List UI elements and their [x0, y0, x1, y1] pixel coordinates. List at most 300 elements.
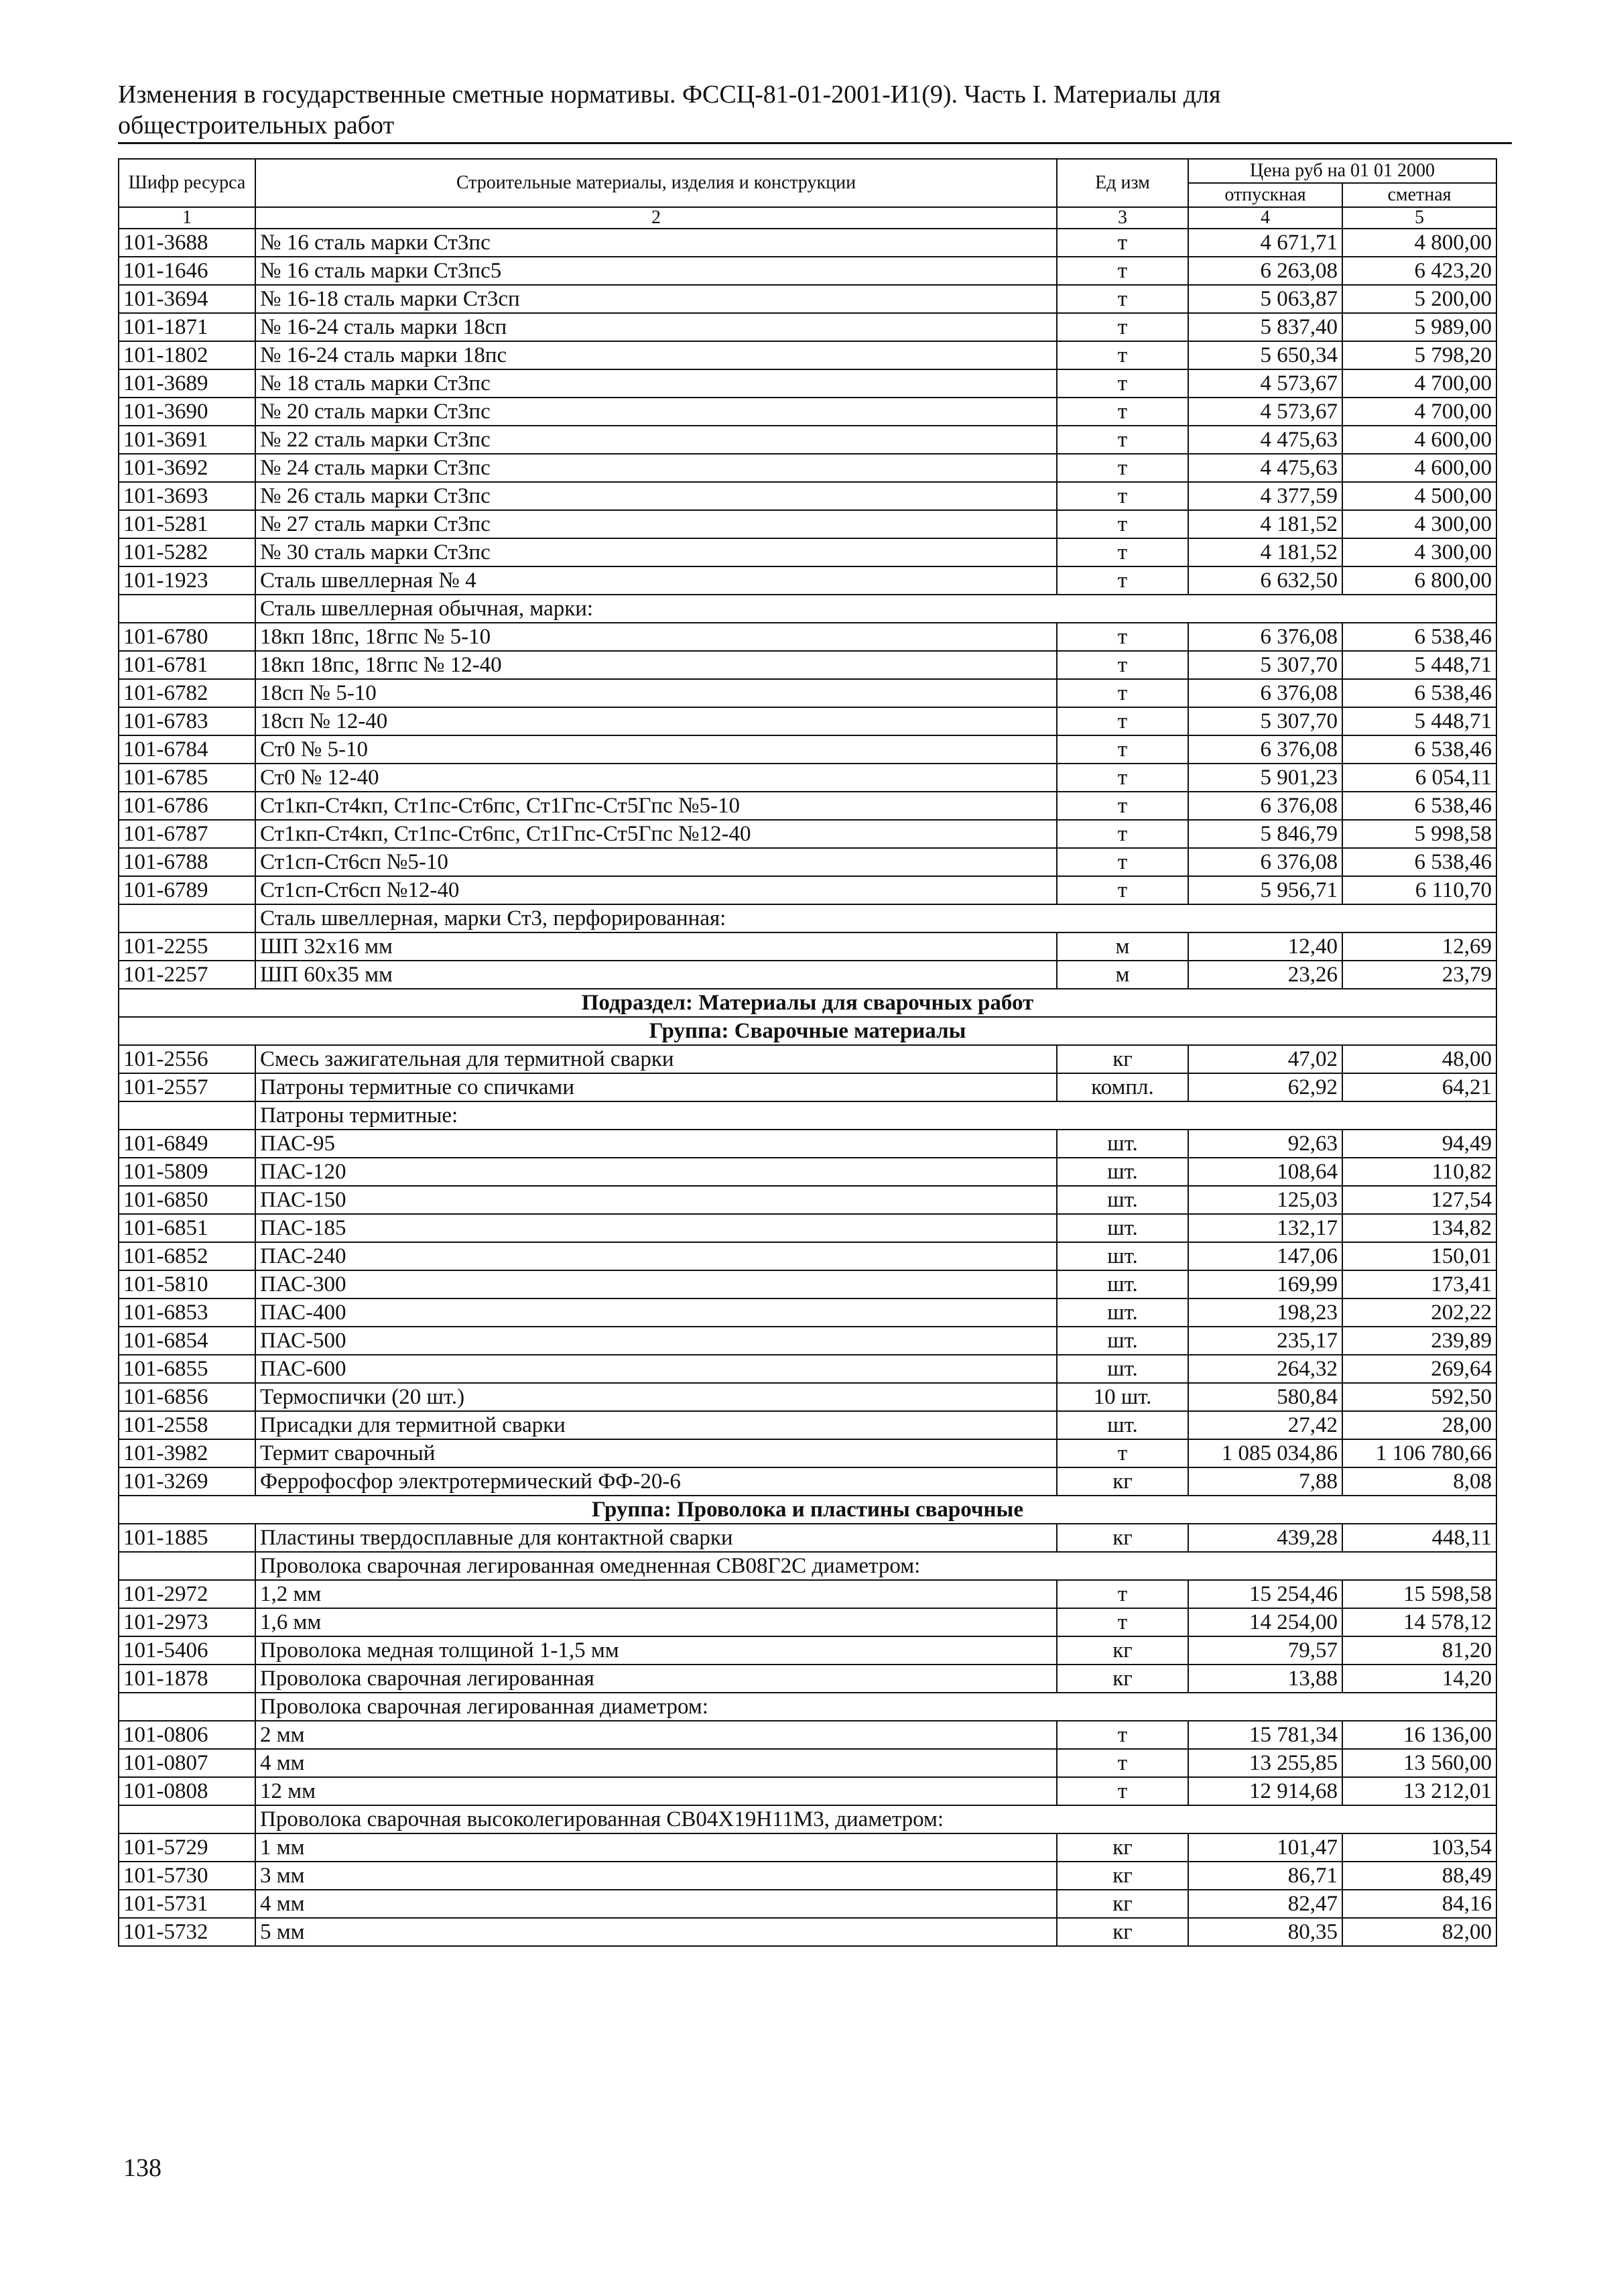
- table-row: [119, 1130, 1496, 1158]
- estimate-price: 5 448,71: [1342, 651, 1496, 679]
- release-price: 6 376,08: [1188, 848, 1342, 876]
- unit: шт.: [1057, 1298, 1188, 1327]
- table-row: [119, 1383, 1496, 1411]
- estimate-price: 48,00: [1342, 1045, 1496, 1073]
- release-price: 5 650,34: [1188, 341, 1342, 369]
- empty-code-cell: [119, 1101, 255, 1130]
- column-number: 1: [119, 207, 255, 229]
- resource-code: 101-1871: [119, 313, 255, 341]
- unit: т: [1057, 1749, 1188, 1777]
- estimate-price: 1 106 780,66: [1342, 1439, 1496, 1467]
- unit: т: [1057, 1608, 1188, 1636]
- table-row: [119, 510, 1496, 538]
- material-name: 18сп № 5-10: [255, 679, 1057, 707]
- release-price: 23,26: [1188, 961, 1342, 989]
- resource-code: 101-6856: [119, 1383, 255, 1411]
- material-name: Патроны термитные со спичками: [255, 1073, 1057, 1101]
- group-label-row: [119, 1101, 1496, 1130]
- unit: кг: [1057, 1833, 1188, 1862]
- release-price: 5 307,70: [1188, 651, 1342, 679]
- resource-code: 101-5282: [119, 538, 255, 566]
- estimate-price: 4 300,00: [1342, 538, 1496, 566]
- unit: т: [1057, 341, 1188, 369]
- unit: т: [1057, 510, 1188, 538]
- table-row: [119, 454, 1496, 482]
- material-name: Ст1кп-Ст4кп, Ст1пс-Ст6пс, Ст1Гпс-Ст5Гпс №12-40: [255, 820, 1057, 848]
- unit: шт.: [1057, 1130, 1188, 1158]
- estimate-price: 12,69: [1342, 932, 1496, 961]
- table-row: [119, 1186, 1496, 1214]
- material-name: Пластины твердосплавные для контактной сварки: [255, 1524, 1057, 1552]
- resource-code: 101-3269: [119, 1467, 255, 1496]
- material-name: № 16 сталь марки Ст3пс: [255, 229, 1057, 257]
- estimate-price: 8,08: [1342, 1467, 1496, 1496]
- group-label: Проволока сварочная легированная диаметром:: [255, 1693, 1496, 1721]
- release-price: 198,23: [1188, 1298, 1342, 1327]
- material-name: № 16 сталь марки Ст3пс5: [255, 257, 1057, 285]
- group-label-row: [119, 1805, 1496, 1833]
- material-name: Смесь зажигательная для термитной сварки: [255, 1045, 1057, 1073]
- release-price: 5 837,40: [1188, 313, 1342, 341]
- unit: т: [1057, 876, 1188, 904]
- group-label-row: [119, 1552, 1496, 1580]
- release-price: 15 781,34: [1188, 1721, 1342, 1749]
- material-name: ПАС-600: [255, 1355, 1057, 1383]
- resource-code: 101-5406: [119, 1636, 255, 1665]
- release-price: 27,42: [1188, 1411, 1342, 1439]
- release-price: 264,32: [1188, 1355, 1342, 1383]
- estimate-price: 150,01: [1342, 1242, 1496, 1270]
- material-name: № 18 сталь марки Ст3пс: [255, 369, 1057, 398]
- estimate-price: 592,50: [1342, 1383, 1496, 1411]
- material-name: ШП 32х16 мм: [255, 932, 1057, 961]
- column-number: 2: [255, 207, 1057, 229]
- material-name: № 16-18 сталь марки Ст3сп: [255, 285, 1057, 313]
- material-name: ПАС-120: [255, 1158, 1057, 1186]
- unit: т: [1057, 454, 1188, 482]
- material-name: ШП 60х35 мм: [255, 961, 1057, 989]
- estimate-price: 173,41: [1342, 1270, 1496, 1298]
- table-row: [119, 1665, 1496, 1693]
- header-line-1: Изменения в государственные сметные нормативы. ФССЦ-81-01-2001-И1(9). Часть I. Материалы для: [118, 80, 1221, 109]
- table-row: [119, 848, 1496, 876]
- table-row: [119, 1298, 1496, 1327]
- estimate-price: 13 212,01: [1342, 1777, 1496, 1805]
- resource-code: 101-6849: [119, 1130, 255, 1158]
- resource-code: 101-2558: [119, 1411, 255, 1439]
- unit: м: [1057, 932, 1188, 961]
- release-price: 86,71: [1188, 1862, 1342, 1890]
- estimate-price: 6 538,46: [1342, 679, 1496, 707]
- material-name: № 24 сталь марки Ст3пс: [255, 454, 1057, 482]
- release-price: 132,17: [1188, 1214, 1342, 1242]
- release-price: 4 475,63: [1188, 454, 1342, 482]
- table-row: [119, 707, 1496, 735]
- estimate-price: 6 054,11: [1342, 764, 1496, 792]
- table-row: [119, 961, 1496, 989]
- table-row: [119, 369, 1496, 398]
- release-price: 439,28: [1188, 1524, 1342, 1552]
- group-label: Сталь швеллерная, марки Ст3, перфорированная:: [255, 904, 1496, 932]
- table-row: [119, 792, 1496, 820]
- release-price: 7,88: [1188, 1467, 1342, 1496]
- header-unit: Ед изм: [1057, 159, 1188, 207]
- resource-code: 101-2556: [119, 1045, 255, 1073]
- column-number: 3: [1057, 207, 1188, 229]
- material-name: № 16-24 сталь марки 18пс: [255, 341, 1057, 369]
- resource-code: 101-6783: [119, 707, 255, 735]
- table-row: [119, 1270, 1496, 1298]
- resource-code: 101-6788: [119, 848, 255, 876]
- estimate-price: 6 538,46: [1342, 623, 1496, 651]
- resource-code: 101-1923: [119, 566, 255, 595]
- material-name: Проволока сварочная легированная: [255, 1665, 1057, 1693]
- estimate-price: 5 448,71: [1342, 707, 1496, 735]
- estimate-price: 103,54: [1342, 1833, 1496, 1862]
- estimate-price: 84,16: [1342, 1890, 1496, 1918]
- table-row: [119, 1467, 1496, 1496]
- resource-code: 101-5730: [119, 1862, 255, 1890]
- material-name: ПАС-185: [255, 1214, 1057, 1242]
- material-name: Ст0 № 5-10: [255, 735, 1057, 764]
- resource-code: 101-2973: [119, 1608, 255, 1636]
- release-price: 14 254,00: [1188, 1608, 1342, 1636]
- table-row: [119, 257, 1496, 285]
- release-price: 62,92: [1188, 1073, 1342, 1101]
- release-price: 6 376,08: [1188, 623, 1342, 651]
- material-name: ПАС-400: [255, 1298, 1057, 1327]
- resource-code: 101-1646: [119, 257, 255, 285]
- release-price: 12,40: [1188, 932, 1342, 961]
- resource-code: 101-5731: [119, 1890, 255, 1918]
- table-row: [119, 229, 1496, 257]
- estimate-price: 6 110,70: [1342, 876, 1496, 904]
- resource-code: 101-6855: [119, 1355, 255, 1383]
- resource-code: 101-6786: [119, 792, 255, 820]
- material-name: 4 мм: [255, 1749, 1057, 1777]
- table-row: [119, 735, 1496, 764]
- material-name: № 30 сталь марки Ст3пс: [255, 538, 1057, 566]
- estimate-price: 4 500,00: [1342, 482, 1496, 510]
- table-row: [119, 1242, 1496, 1270]
- resource-code: 101-6782: [119, 679, 255, 707]
- estimate-price: 6 800,00: [1342, 566, 1496, 595]
- material-name: 1 мм: [255, 1833, 1057, 1862]
- release-price: 108,64: [1188, 1158, 1342, 1186]
- release-price: 4 573,67: [1188, 398, 1342, 426]
- table-header: [119, 159, 1496, 229]
- estimate-price: 4 300,00: [1342, 510, 1496, 538]
- unit: кг: [1057, 1890, 1188, 1918]
- table-row: [119, 1777, 1496, 1805]
- table-row: [119, 1524, 1496, 1552]
- header-release-price: отпускная: [1188, 183, 1342, 207]
- table-row: [119, 1158, 1496, 1186]
- resource-code: 101-0807: [119, 1749, 255, 1777]
- resource-code: 101-6850: [119, 1186, 255, 1214]
- unit: кг: [1057, 1045, 1188, 1073]
- unit: т: [1057, 313, 1188, 341]
- table-row: [119, 1918, 1496, 1946]
- table-row: [119, 1214, 1496, 1242]
- unit: т: [1057, 482, 1188, 510]
- material-name: ПАС-95: [255, 1130, 1057, 1158]
- header-code: Шифр ресурса: [119, 159, 255, 207]
- group-label: Патроны термитные:: [255, 1101, 1496, 1130]
- resource-code: 101-2255: [119, 932, 255, 961]
- estimate-price: 6 538,46: [1342, 848, 1496, 876]
- material-name: 12 мм: [255, 1777, 1057, 1805]
- estimate-price: 110,82: [1342, 1158, 1496, 1186]
- release-price: 4 377,59: [1188, 482, 1342, 510]
- material-name: Термоспички (20 шт.): [255, 1383, 1057, 1411]
- release-price: 1 085 034,86: [1188, 1439, 1342, 1467]
- estimate-price: 94,49: [1342, 1130, 1496, 1158]
- table-row: [119, 1580, 1496, 1608]
- unit: т: [1057, 229, 1188, 257]
- resource-code: 101-0806: [119, 1721, 255, 1749]
- release-price: 4 573,67: [1188, 369, 1342, 398]
- release-price: 101,47: [1188, 1833, 1342, 1862]
- estimate-price: 4 800,00: [1342, 229, 1496, 257]
- release-price: 580,84: [1188, 1383, 1342, 1411]
- material-name: ПАС-240: [255, 1242, 1057, 1270]
- material-name: Проволока медная толщиной 1-1,5 мм: [255, 1636, 1057, 1665]
- resource-code: 101-3693: [119, 482, 255, 510]
- estimate-price: 4 700,00: [1342, 369, 1496, 398]
- table-row: [119, 341, 1496, 369]
- release-price: 4 181,52: [1188, 538, 1342, 566]
- unit: кг: [1057, 1636, 1188, 1665]
- resource-code: 101-6785: [119, 764, 255, 792]
- release-price: 6 376,08: [1188, 679, 1342, 707]
- resource-code: 101-3688: [119, 229, 255, 257]
- group-title-row: [119, 1017, 1496, 1045]
- resource-code: 101-3694: [119, 285, 255, 313]
- material-name: № 22 сталь марки Ст3пс: [255, 426, 1057, 454]
- unit: т: [1057, 566, 1188, 595]
- table-row: [119, 398, 1496, 426]
- unit: т: [1057, 679, 1188, 707]
- material-name: Присадки для термитной сварки: [255, 1411, 1057, 1439]
- release-price: 5 901,23: [1188, 764, 1342, 792]
- estimate-price: 82,00: [1342, 1918, 1496, 1946]
- material-name: ПАС-500: [255, 1327, 1057, 1355]
- empty-code-cell: [119, 904, 255, 932]
- material-name: 18сп № 12-40: [255, 707, 1057, 735]
- table-row: [119, 651, 1496, 679]
- column-number: 4: [1188, 207, 1342, 229]
- release-price: 5 307,70: [1188, 707, 1342, 735]
- estimate-price: 6 538,46: [1342, 735, 1496, 764]
- release-price: 4 475,63: [1188, 426, 1342, 454]
- resource-code: 101-3982: [119, 1439, 255, 1467]
- release-price: 79,57: [1188, 1636, 1342, 1665]
- release-price: 5 956,71: [1188, 876, 1342, 904]
- table-row: [119, 1862, 1496, 1890]
- release-price: 235,17: [1188, 1327, 1342, 1355]
- page-number: 138: [123, 2154, 162, 2182]
- unit: шт.: [1057, 1158, 1188, 1186]
- table-row: [119, 623, 1496, 651]
- release-price: 147,06: [1188, 1242, 1342, 1270]
- release-price: 82,47: [1188, 1890, 1342, 1918]
- material-name: ПАС-300: [255, 1270, 1057, 1298]
- group-title: Группа: Сварочные материалы: [119, 1017, 1496, 1045]
- group-title: Группа: Проволока и пластины сварочные: [119, 1496, 1496, 1524]
- estimate-price: 64,21: [1342, 1073, 1496, 1101]
- table-row: [119, 1411, 1496, 1439]
- material-name: 2 мм: [255, 1721, 1057, 1749]
- table-row: [119, 538, 1496, 566]
- unit: шт.: [1057, 1327, 1188, 1355]
- release-price: 6 376,08: [1188, 792, 1342, 820]
- resource-code: 101-6787: [119, 820, 255, 848]
- column-number: 5: [1342, 207, 1496, 229]
- resource-code: 101-5809: [119, 1158, 255, 1186]
- estimate-price: 6 538,46: [1342, 792, 1496, 820]
- material-name: Ст1кп-Ст4кп, Ст1пс-Ст6пс, Ст1Гпс-Ст5Гпс №5-10: [255, 792, 1057, 820]
- unit: шт.: [1057, 1242, 1188, 1270]
- release-price: 125,03: [1188, 1186, 1342, 1214]
- table-row: [119, 1073, 1496, 1101]
- unit: кг: [1057, 1524, 1188, 1552]
- estimate-price: 269,64: [1342, 1355, 1496, 1383]
- estimate-price: 5 200,00: [1342, 285, 1496, 313]
- resource-code: 101-6784: [119, 735, 255, 764]
- empty-code-cell: [119, 1552, 255, 1580]
- material-name: 1,6 мм: [255, 1608, 1057, 1636]
- release-price: 47,02: [1188, 1045, 1342, 1073]
- release-price: 13,88: [1188, 1665, 1342, 1693]
- resource-code: 101-5729: [119, 1833, 255, 1862]
- group-label: Проволока сварочная легированная омедненная СВ08Г2С диаметром:: [255, 1552, 1496, 1580]
- resource-code: 101-6852: [119, 1242, 255, 1270]
- unit: т: [1057, 764, 1188, 792]
- header-price: Цена руб на 01 01 2000: [1188, 159, 1496, 183]
- unit: кг: [1057, 1665, 1188, 1693]
- material-name: № 27 сталь марки Ст3пс: [255, 510, 1057, 538]
- subsection-title: Подраздел: Материалы для сварочных работ: [119, 989, 1496, 1017]
- release-price: 5 063,87: [1188, 285, 1342, 313]
- resource-code: 101-5281: [119, 510, 255, 538]
- release-price: 6 376,08: [1188, 735, 1342, 764]
- release-price: 6 263,08: [1188, 257, 1342, 285]
- release-price: 15 254,46: [1188, 1580, 1342, 1608]
- estimate-price: 239,89: [1342, 1327, 1496, 1355]
- unit: шт.: [1057, 1186, 1188, 1214]
- table-row: [119, 1749, 1496, 1777]
- table-row: [119, 1045, 1496, 1073]
- resource-code: 101-3690: [119, 398, 255, 426]
- table-row: [119, 566, 1496, 595]
- estimate-price: 88,49: [1342, 1862, 1496, 1890]
- material-name: Ст0 № 12-40: [255, 764, 1057, 792]
- unit: компл.: [1057, 1073, 1188, 1101]
- release-price: 80,35: [1188, 1918, 1342, 1946]
- resource-code: 101-6854: [119, 1327, 255, 1355]
- unit: т: [1057, 735, 1188, 764]
- unit: т: [1057, 792, 1188, 820]
- unit: т: [1057, 848, 1188, 876]
- resource-code: 101-0808: [119, 1777, 255, 1805]
- estimate-price: 14 578,12: [1342, 1608, 1496, 1636]
- resource-code: 101-6851: [119, 1214, 255, 1242]
- unit: кг: [1057, 1918, 1188, 1946]
- estimate-price: 4 600,00: [1342, 454, 1496, 482]
- table-row: [119, 679, 1496, 707]
- resource-code: 101-2257: [119, 961, 255, 989]
- group-label: Проволока сварочная высоколегированная СВ04Х19Н11М3, диаметром:: [255, 1805, 1496, 1833]
- estimate-price: 5 998,58: [1342, 820, 1496, 848]
- group-label: Сталь швеллерная обычная, марки:: [255, 595, 1496, 623]
- table-row: [119, 1327, 1496, 1355]
- resource-code: 101-6789: [119, 876, 255, 904]
- resource-code: 101-3689: [119, 369, 255, 398]
- unit: т: [1057, 257, 1188, 285]
- materials-price-table: [118, 158, 1497, 1947]
- table-row: [119, 1439, 1496, 1467]
- group-label-row: [119, 1693, 1496, 1721]
- group-label-row: [119, 904, 1496, 932]
- resource-code: 101-6853: [119, 1298, 255, 1327]
- estimate-price: 448,11: [1342, 1524, 1496, 1552]
- unit: т: [1057, 820, 1188, 848]
- header-name: Строительные материалы, изделия и конструкции: [255, 159, 1057, 207]
- estimate-price: 4 600,00: [1342, 426, 1496, 454]
- unit: т: [1057, 426, 1188, 454]
- unit: т: [1057, 707, 1188, 735]
- table-row: [119, 426, 1496, 454]
- material-name: Термит сварочный: [255, 1439, 1057, 1467]
- release-price: 92,63: [1188, 1130, 1342, 1158]
- resource-code: 101-1878: [119, 1665, 255, 1693]
- unit: т: [1057, 1777, 1188, 1805]
- resource-code: 101-2557: [119, 1073, 255, 1101]
- release-price: 6 632,50: [1188, 566, 1342, 595]
- estimate-price: 4 700,00: [1342, 398, 1496, 426]
- material-name: Феррофосфор электротермический ФФ-20-6: [255, 1467, 1057, 1496]
- resource-code: 101-5732: [119, 1918, 255, 1946]
- estimate-price: 127,54: [1342, 1186, 1496, 1214]
- table-row: [119, 313, 1496, 341]
- estimate-price: 202,22: [1342, 1298, 1496, 1327]
- estimate-price: 15 598,58: [1342, 1580, 1496, 1608]
- header-line-2: общестроительных работ: [118, 111, 395, 139]
- resource-code: 101-3691: [119, 426, 255, 454]
- unit: кг: [1057, 1862, 1188, 1890]
- resource-code: 101-6780: [119, 623, 255, 651]
- estimate-price: 23,79: [1342, 961, 1496, 989]
- table-row: [119, 1355, 1496, 1383]
- estimate-price: 5 989,00: [1342, 313, 1496, 341]
- material-name: № 20 сталь марки Ст3пс: [255, 398, 1057, 426]
- resource-code: 101-1802: [119, 341, 255, 369]
- table-row: [119, 820, 1496, 848]
- material-name: ПАС-150: [255, 1186, 1057, 1214]
- release-price: 13 255,85: [1188, 1749, 1342, 1777]
- resource-code: 101-6781: [119, 651, 255, 679]
- table-row: [119, 1833, 1496, 1862]
- resource-code: 101-2972: [119, 1580, 255, 1608]
- material-name: № 26 сталь марки Ст3пс: [255, 482, 1057, 510]
- release-price: 169,99: [1188, 1270, 1342, 1298]
- table-row: [119, 1608, 1496, 1636]
- unit: т: [1057, 651, 1188, 679]
- subsection-row: [119, 989, 1496, 1017]
- material-name: 5 мм: [255, 1918, 1057, 1946]
- empty-code-cell: [119, 1693, 255, 1721]
